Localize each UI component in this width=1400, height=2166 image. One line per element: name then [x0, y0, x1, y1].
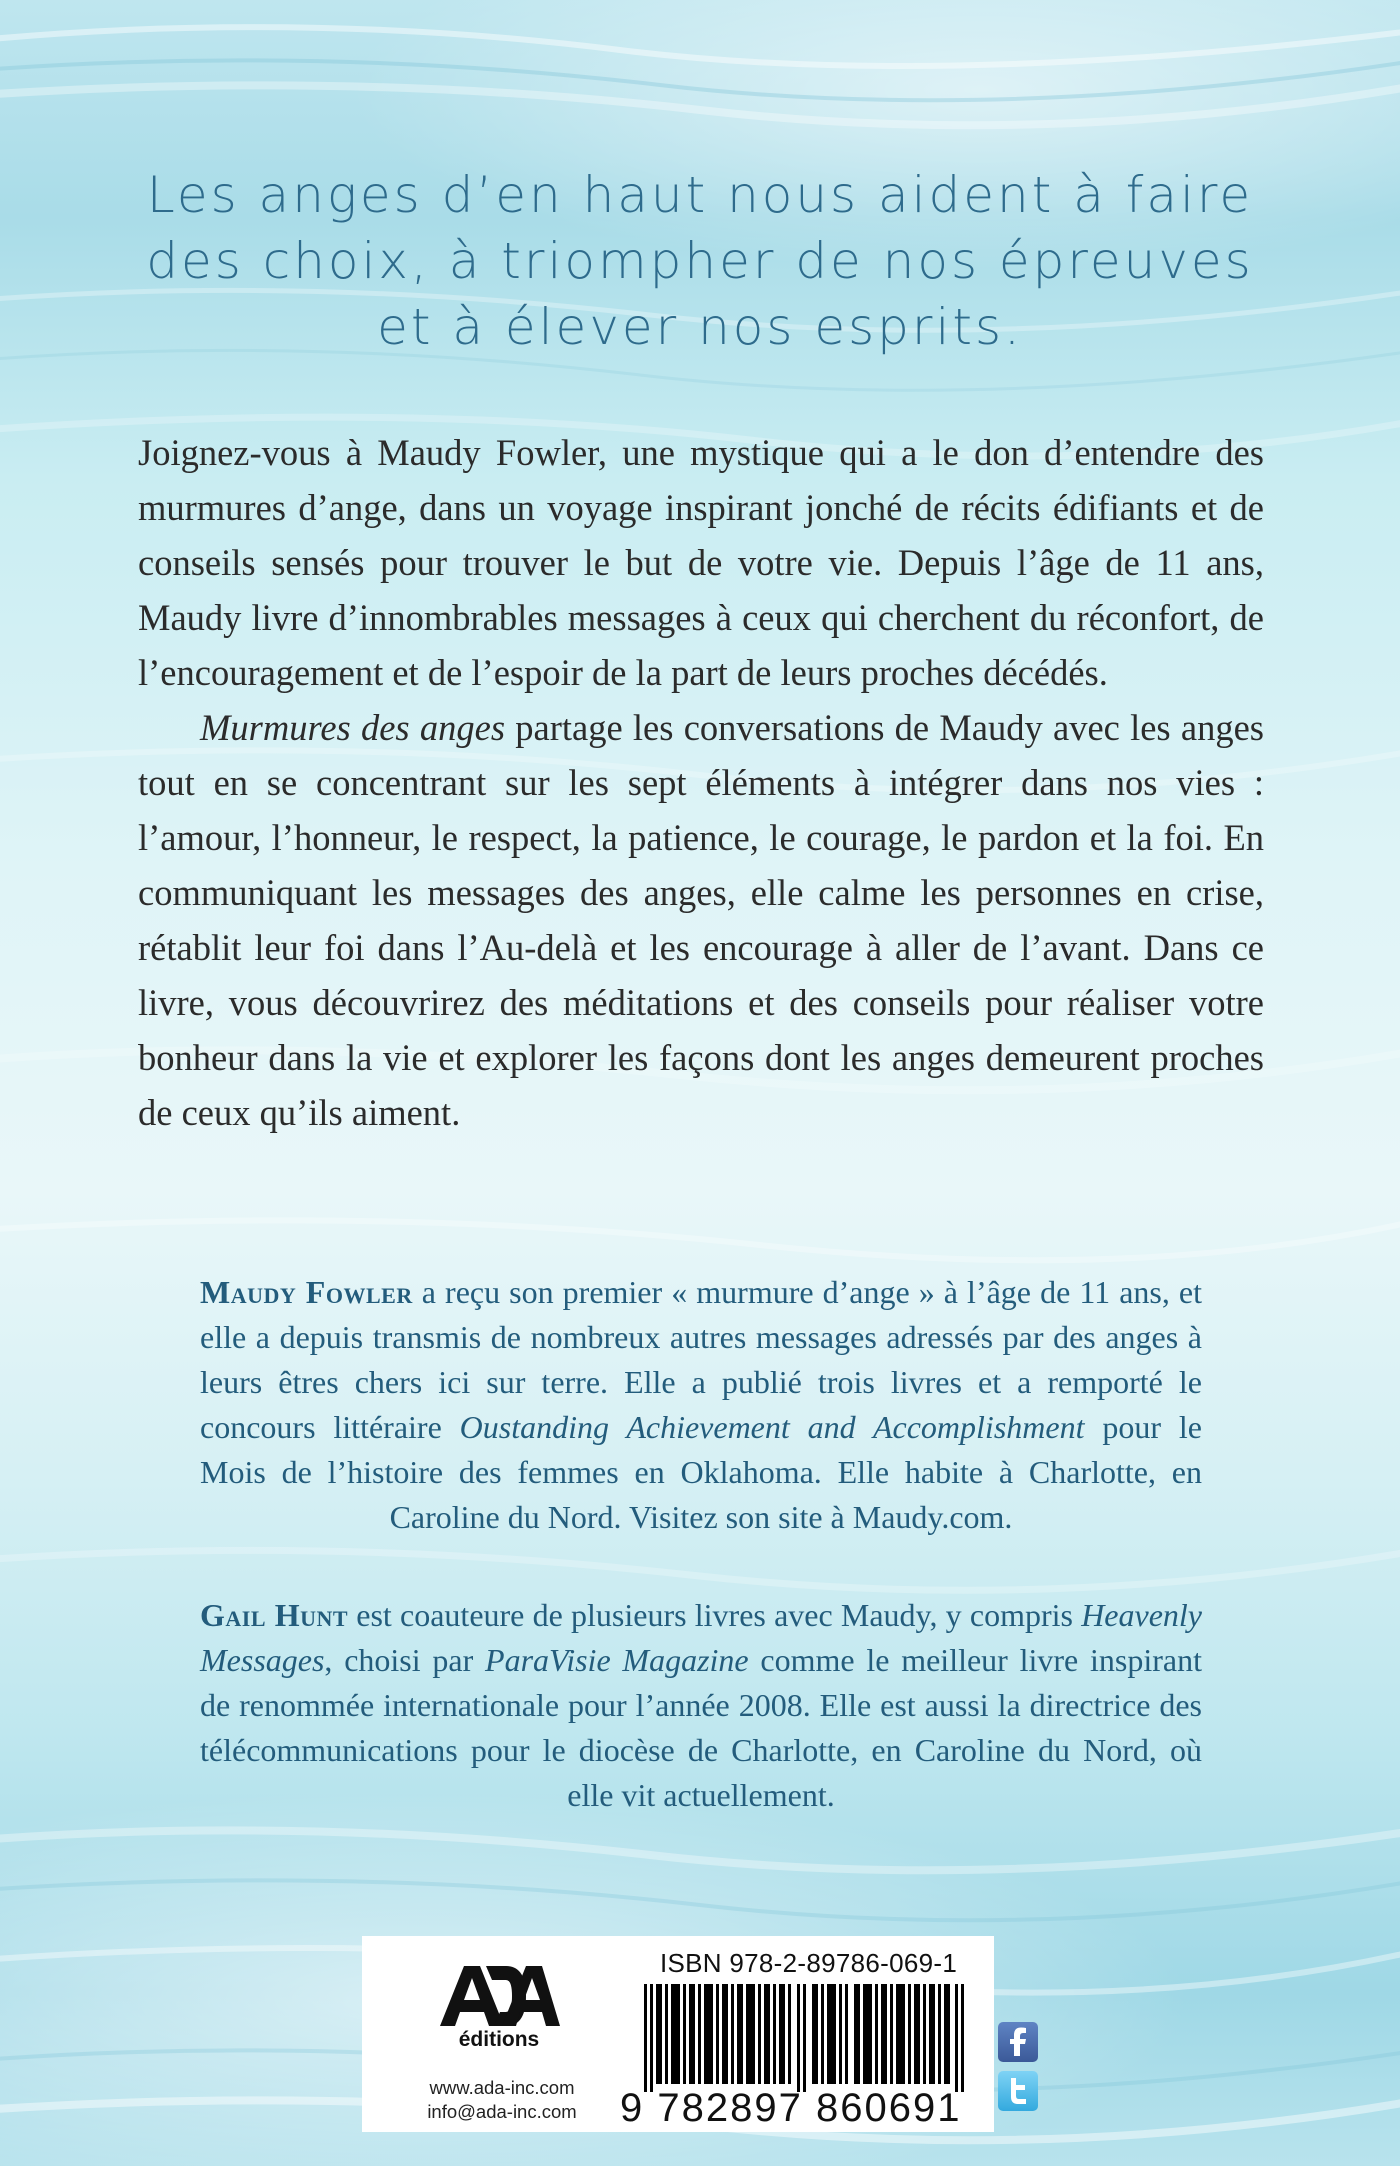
tagline	[120, 162, 1280, 360]
ada-editions-label: éditions	[458, 2028, 540, 2051]
book-title: Murmures des anges	[200, 707, 506, 748]
twitter-icon[interactable]	[998, 2071, 1038, 2111]
facebook-icon[interactable]	[998, 2022, 1038, 2062]
publisher-barcode-panel	[362, 1936, 994, 2132]
tagline-line-2: des choix, à triompher de nos épreuves	[146, 232, 1254, 290]
ean-group-1: 782897	[657, 2086, 803, 2130]
isbn-label: ISBN 978-2-89786-069-1	[660, 1948, 958, 1978]
author-bio-gail	[200, 1593, 1202, 1818]
description-paragraph-2-text: partage les conversations de Maudy avec les anges tout en se concentrant sur les sept éléments à intégrer dans nos vies : l’amour, l’honneur, le respect, la patience, le courage, le pardon et la foi. En communiquant les messages des anges, elle calme les personnes en crise, rétablit leur foi dans l’Au-delà et les encourage à aller de l’avant. Dans ce livre, vous découvrirez des méditations et des conseils pour réaliser votre bonheur dans la vie et explorer les façons dont les anges demeurent proches de ceux qu’ils aiment.	[138, 707, 1264, 1133]
description-paragraph-2	[138, 700, 1264, 1140]
bio-gail-text-1: est coauteure de plusieurs livres avec Maudy, y compris	[348, 1597, 1082, 1633]
description-paragraph-1: Joignez-vous à Maudy Fowler, une mystique qui a le don d’entendre des murmures d’ange, dans un voyage inspirant jonché de récits édifiants et de conseils sensés pour trouver le but de votre vie. Depuis l’âge de 11 ans, Maudy livre d’innombrables messages à ceux qui cherchent du réconfort, de l’encouragement et de l’espoir de la part de leurs proches décédés.	[138, 432, 1264, 693]
ean-first-digit: 9	[620, 2086, 645, 2130]
bio-gail-text-2: , choisi par	[324, 1642, 486, 1678]
book-heavenly-messages: Heavenly Messages	[200, 1597, 1202, 1678]
author-name-maudy: Maudy Fowler	[200, 1274, 413, 1310]
bio-gail-text-3: comme le meilleur livre inspirant de renommée internationale pour l’année 2008. Elle est aussi la directrice des télécommunications pour le diocèse de Charlotte, en Caroline du Nord, où elle vit actuellement.	[200, 1642, 1203, 1813]
tagline-line-1: Les anges d’en haut nous aident à faire	[146, 166, 1254, 224]
tagline-line-3: et à élever nos esprits.	[377, 298, 1023, 356]
bio-maudy-text-2: pour le Mois de l’histoire des femmes en Oklahoma. Elle habite à Charlotte, en Caroline du Nord. Visitez son site à Maudy.com.	[200, 1409, 1203, 1535]
ean-group-2: 860691	[815, 2086, 962, 2130]
book-description	[138, 425, 1264, 1140]
author-name-gail: Gail Hunt	[200, 1597, 349, 1633]
isbn-barcode	[644, 1984, 964, 2092]
ada-logo	[434, 1960, 564, 2030]
publisher-website[interactable]: www.ada-inc.com	[429, 2077, 575, 2098]
author-bio-maudy	[200, 1270, 1202, 1540]
bio-maudy-text-1: a reçu son premier « murmure d’ange » à l’âge de 11 ans, et elle a depuis transmis de nombreux autres messages adressés par des anges à leurs êtres chers ici sur terre. Elle a publié trois livres et a remporté le concours littéraire	[200, 1274, 1203, 1445]
ean-digits	[620, 2086, 990, 2131]
publisher-contact	[397, 2076, 607, 2124]
magazine-name: ParaVisie Magazine	[485, 1642, 749, 1678]
award-name: Oustanding Achievement and Accomplishment	[459, 1409, 1085, 1445]
publisher-email[interactable]: info@ada-inc.com	[427, 2101, 577, 2122]
